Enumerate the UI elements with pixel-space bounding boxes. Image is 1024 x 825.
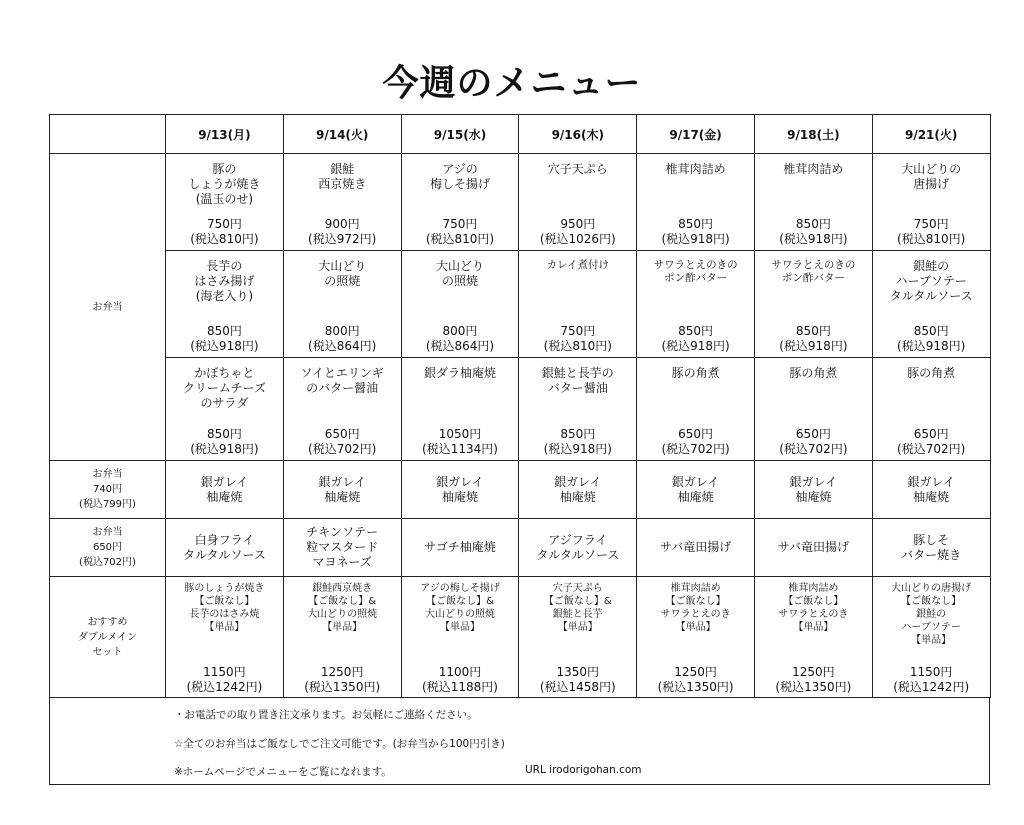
menu-cell (637, 519, 755, 577)
dish-price-tax: (税込702円) (661, 442, 730, 456)
dish-name-line: 長芋のはさみ焼 (189, 609, 260, 620)
dish-price: 800円 (324, 324, 360, 338)
bento-650-row (50, 519, 991, 577)
dish-name-line: 銀ガレイ (789, 474, 838, 489)
dish-name-line: 豚のしょうが焼き (184, 583, 265, 594)
row-category-label: お弁当 (50, 154, 166, 461)
notes-box (49, 698, 990, 785)
dish-name (771, 259, 855, 285)
dish-price: 650円 (678, 427, 714, 441)
dish-name-line: 【ご飯なし】 (194, 596, 255, 607)
dish-name-line: 【単品】 (439, 622, 480, 633)
dish-name-line: はさみ揚げ (194, 274, 255, 288)
date-header: 9/21(火) (872, 115, 990, 154)
date-header: 9/13(月) (166, 115, 284, 154)
dish-name-line: 椎茸肉詰め (670, 583, 721, 594)
dish-name (547, 259, 609, 272)
dish-name-line: (温玉のせ) (195, 192, 254, 206)
menu-cell (637, 251, 755, 358)
dish-price: 850円 (560, 427, 596, 441)
row-label-line: (税込702円) (79, 557, 136, 568)
dish-price-block (661, 217, 729, 247)
dish-name-line: のバター醤油 (306, 381, 379, 395)
dish-price: 1100円 (438, 665, 482, 679)
dish-name-line: 唐揚げ (913, 177, 950, 191)
dish-name-line: 柚庵焼 (559, 489, 596, 504)
dish-price-block (186, 665, 262, 695)
dish-price-tax: (税込810円) (425, 232, 495, 246)
dish-name-line: 白身フライ (194, 532, 255, 547)
dish-name-line: サゴチ柚庵焼 (424, 540, 496, 554)
dish-price: 850円 (795, 324, 831, 338)
dish-price: 1350円 (556, 665, 600, 679)
date-header: 9/16(木) (519, 115, 637, 154)
menu-cell (872, 461, 990, 519)
dish-price: 650円 (795, 427, 831, 441)
dish-name-line: の照焼 (324, 274, 361, 288)
dish-price-block (661, 324, 729, 354)
menu-cell (637, 358, 755, 461)
menu-cell (401, 154, 519, 251)
menu-cell (283, 358, 401, 461)
dish-name-line: ソイとエリンギ (300, 366, 384, 380)
menu-cell (754, 461, 872, 519)
row-category-label (50, 461, 166, 519)
row-label-line: セット (92, 646, 123, 658)
dish-name-line: 銀鮭西京焼き (312, 583, 373, 594)
dish-price-tax: (税込1242円) (893, 680, 970, 694)
dish-name-line: ポン酢バター (664, 272, 728, 284)
dish-name-line: 銀ガレイ (554, 474, 602, 489)
row-category-label (50, 519, 166, 577)
dish-price-block (190, 217, 258, 247)
dish-price-block (426, 324, 494, 354)
date-header: 9/18(土) (754, 115, 872, 154)
dish-name (188, 162, 260, 207)
dish-name-line: クリームチーズ (182, 381, 266, 395)
dish-name-line: 豚の角煮 (671, 366, 720, 380)
menu-cell (637, 154, 755, 251)
dish-price-block (426, 217, 494, 247)
bento-740-row (50, 461, 991, 519)
dish-price-tax: (税込918円) (190, 442, 259, 456)
dish-name-line: 銀ガレイ (907, 474, 955, 489)
dish-name-line: マヨネーズ (312, 555, 372, 569)
page-title: 今週のメニュー (382, 63, 642, 104)
dish-name-line: 【ご飯なし】 (665, 596, 726, 607)
row-label-line: 650円 (92, 542, 123, 553)
menu-cell (166, 577, 284, 698)
menu-table (49, 114, 991, 698)
dish-price-block (308, 427, 376, 457)
dish-name-line: カレイ煮付け (546, 259, 610, 271)
dish-price-tax: (税込1134円) (422, 442, 498, 456)
dish-name-line: 銀ダラ柚庵焼 (423, 366, 496, 380)
dish-name (548, 162, 608, 177)
dish-price-block (779, 324, 847, 354)
dish-name (183, 366, 266, 411)
dish-name-line: 銀鮭と長芋の (541, 366, 614, 380)
dish-price-tax: (税込918円) (779, 339, 848, 353)
menu-cell (166, 461, 284, 519)
dish-name-line: 西京焼き (318, 177, 367, 191)
menu-cell (872, 577, 990, 698)
note-homepage: ※ホームページでメニューをご覧になれます。 (174, 766, 392, 778)
dish-name (783, 162, 843, 177)
dish-name-line: 豚の (212, 162, 237, 176)
dish-name-line: 銀ガレイ (200, 474, 249, 489)
dish-price: 750円 (442, 217, 478, 231)
dish-name-line: 大山どりの (901, 162, 962, 176)
dish-price: 1250円 (792, 665, 835, 679)
dish-name-line: チキンソテー (306, 525, 379, 539)
row-label-line: (税込799円) (79, 499, 136, 510)
menu-cell (401, 358, 519, 461)
dish-name (420, 582, 500, 634)
dish-name-line: 豚の角煮 (907, 366, 956, 380)
corner-cell (50, 115, 166, 154)
dish-name-line: (海老入り) (195, 289, 254, 303)
menu-cell (519, 251, 637, 358)
dish-price: 850円 (206, 427, 242, 441)
dish-name-line: 椎茸肉詰め (783, 162, 844, 176)
dish-price: 1250円 (320, 665, 364, 679)
dish-name-line: サワラとえのきの (653, 259, 738, 271)
dish-price-tax: (税込1350円) (657, 680, 734, 694)
dish-price-block (308, 217, 376, 247)
dish-price: 850円 (678, 217, 714, 231)
menu-cell (166, 358, 284, 461)
dish-price-tax: (税込810円) (190, 232, 259, 246)
dish-price-block (308, 324, 376, 354)
dish-price: 750円 (913, 217, 949, 231)
dish-name-line: 【単品】 (793, 622, 834, 633)
date-header-row (50, 115, 991, 154)
dish-name-line: 穴子天ぷら (547, 162, 608, 176)
dish-name-line: ハーブソテー (895, 274, 967, 288)
dish-price-block (658, 665, 734, 695)
dish-name (890, 259, 973, 304)
dish-name-line: 長芋の (206, 259, 243, 273)
dish-name (672, 366, 720, 381)
dish-name-line: 大山どり (318, 259, 367, 273)
dish-name (542, 366, 614, 396)
menu-cell (166, 154, 284, 251)
dish-price-tax: (税込1188円) (422, 680, 498, 694)
menu-cell (519, 519, 637, 577)
menu-cell (754, 358, 872, 461)
dish-name-line: 【単品】 (557, 622, 598, 633)
bento-row (50, 154, 991, 251)
dish-price-tax: (税込918円) (897, 339, 966, 353)
dish-price-block (897, 324, 965, 354)
menu-cell (283, 577, 401, 698)
dish-price-block (190, 324, 258, 354)
dish-price-tax: (税込972円) (308, 232, 377, 246)
menu-cell (401, 577, 519, 698)
dish-name-line: サバ竜田揚げ (777, 540, 850, 554)
dish-name (318, 259, 366, 289)
row-label-line: お弁当 (92, 527, 123, 538)
dish-name-line: バター醤油 (547, 381, 608, 395)
dish-price: 850円 (913, 324, 949, 338)
menu-cell (283, 154, 401, 251)
row-label-line: 740円 (92, 484, 123, 495)
dish-name (901, 162, 961, 192)
dish-price-block (544, 427, 612, 457)
dish-name-line: 梅しそ揚げ (429, 177, 490, 191)
double-main-row (50, 577, 991, 698)
menu-cell (754, 577, 872, 698)
menu-cell (519, 154, 637, 251)
dish-price-tax: (税込702円) (897, 442, 966, 456)
dish-price: 850円 (795, 217, 831, 231)
dish-name-line: 【ご飯なし】 (901, 596, 962, 607)
menu-cell (637, 461, 755, 519)
dish-name-line: 銀鮭と長芋 (552, 609, 603, 620)
dish-name-line: 椎茸肉詰め (788, 583, 839, 594)
menu-cell (754, 251, 872, 358)
bento-row (50, 251, 991, 358)
dish-name-line: 【単品】 (322, 622, 363, 633)
dish-name (318, 162, 366, 192)
dish-name-line: 銀ガレイ (318, 474, 366, 489)
row-label-line: お弁当 (92, 469, 123, 480)
menu-cell (166, 251, 284, 358)
dish-price-tax: (税込810円) (543, 339, 612, 353)
dish-name-line: 【ご飯なし】& (543, 596, 612, 607)
menu-cell (283, 519, 401, 577)
dish-name-line: 柚庵焼 (795, 489, 832, 504)
dish-price-tax: (税込1458円) (539, 680, 616, 694)
dish-name-line: 【単品】 (675, 622, 716, 633)
dish-price-block (540, 665, 616, 695)
dish-name (891, 582, 971, 647)
dish-name-line: 【ご飯なし】 (783, 596, 844, 607)
dish-name-line: アジの梅しそ揚げ (420, 583, 500, 594)
dish-price: 950円 (560, 217, 596, 231)
menu-cell (754, 154, 872, 251)
row-label-line: ダブルメイン (77, 631, 138, 643)
menu-cell (401, 519, 519, 577)
row-category-label (50, 577, 166, 698)
dish-name-line: 大山どりの照焼 (307, 609, 378, 620)
dish-price-tax: (税込918円) (779, 232, 848, 246)
dish-name (184, 582, 264, 634)
dish-price-tax: (税込1242円) (186, 680, 263, 694)
dish-price-block (190, 427, 258, 457)
dish-name-line: バター焼き (901, 547, 962, 562)
dish-name (430, 162, 490, 192)
dish-price-block (893, 665, 969, 695)
menu-cell (519, 461, 637, 519)
dish-name-line: サバ竜田揚げ (659, 540, 732, 554)
dish-price: 1050円 (438, 427, 482, 441)
dish-price-block (775, 665, 851, 695)
dish-price-tax: (税込1350円) (775, 680, 852, 694)
dish-price-block (304, 665, 380, 695)
menu-cell (872, 154, 990, 251)
dish-name-line: の照焼 (441, 274, 478, 288)
dish-name-line: 柚庵焼 (913, 489, 950, 504)
dish-name-line: 【ご飯なし】& (426, 596, 494, 607)
menu-cell (637, 577, 755, 698)
dish-name (661, 582, 731, 634)
dish-name (789, 366, 837, 381)
dish-price: 850円 (206, 324, 242, 338)
dish-name (654, 259, 738, 285)
dish-price: 1150円 (203, 665, 246, 679)
dish-price-block (544, 324, 612, 354)
note-phone-order: ・お電話での取り置き注文承ります。お気軽にご連絡ください。 (174, 709, 478, 721)
dish-price: 850円 (678, 324, 714, 338)
dish-name-line: 柚庵焼 (324, 489, 361, 504)
dish-price: 1250円 (674, 665, 717, 679)
dish-price: 650円 (913, 427, 949, 441)
menu-cell (754, 519, 872, 577)
menu-cell (872, 519, 990, 577)
dish-name (544, 582, 612, 634)
dish-price-tax: (税込918円) (190, 339, 259, 353)
dish-name-line: のサラダ (200, 396, 249, 410)
dish-price-tax: (税込1350円) (304, 680, 381, 694)
menu-cell (519, 358, 637, 461)
dish-price-tax: (税込1026円) (539, 232, 616, 246)
dish-name-line: 大山どりの唐揚げ (891, 583, 972, 594)
dish-name-line: 大山どりの照焼 (424, 609, 495, 620)
dish-price-block (661, 427, 729, 457)
dish-name-line: 粒マスタード (306, 540, 379, 554)
dish-price-tax: (税込702円) (779, 442, 848, 456)
date-header: 9/17(金) (637, 115, 755, 154)
dish-price-block (897, 427, 965, 457)
dish-price-block (422, 665, 498, 695)
dish-name-line: 穴子天ぷら (552, 583, 603, 594)
dish-name (300, 366, 383, 396)
dish-price-tax: (税込918円) (661, 232, 730, 246)
website-url[interactable]: URL irodorigohan.com (525, 764, 642, 776)
dish-price-tax: (税込864円) (308, 339, 377, 353)
dish-price-tax: (税込918円) (543, 442, 612, 456)
dish-name-line: 柚庵焼 (677, 489, 714, 504)
menu-cell (401, 251, 519, 358)
dish-name-line: ハーブソテー (901, 622, 961, 633)
dish-name-line: 大山どり (435, 259, 484, 273)
dish-price-block (422, 427, 498, 457)
dish-name (436, 259, 484, 289)
dish-name (194, 259, 254, 304)
menu-cell (872, 358, 990, 461)
dish-name-line: 【ご飯なし】& (308, 596, 377, 607)
dish-name-line: 銀鮭 (330, 162, 355, 176)
dish-price-block (897, 217, 965, 247)
dish-name-line: 豚しそ (913, 532, 950, 547)
dish-price: 650円 (324, 427, 360, 441)
menu-cell (519, 577, 637, 698)
dish-name-line: サワラとえのき (778, 609, 849, 620)
dish-name-line: しょうが焼き (188, 177, 261, 191)
dish-name-line: 銀鮭の (913, 259, 950, 273)
date-header: 9/15(水) (401, 115, 519, 154)
dish-price-tax: (税込864円) (425, 339, 495, 353)
note-no-rice: ☆全てのお弁当はご飯なしでご注文可能です。(お弁当から100円引き) (174, 738, 505, 750)
dish-name (307, 582, 377, 634)
dish-price: 750円 (206, 217, 242, 231)
dish-name (778, 582, 848, 634)
dish-name-line: 柚庵焼 (206, 489, 243, 504)
dish-name-line: 椎茸肉詰め (665, 162, 726, 176)
dish-name-line: 銀ガレイ (671, 474, 720, 489)
dish-name (666, 162, 726, 177)
dish-price: 750円 (560, 324, 596, 338)
bento-row (50, 358, 991, 461)
dish-name (424, 366, 496, 381)
row-label-line: おすすめ (87, 616, 128, 628)
dish-name-line: サワラとえのきの (771, 259, 856, 271)
menu-cell (283, 461, 401, 519)
menu-cell (401, 461, 519, 519)
dish-name-line: タルタルソース (536, 547, 620, 562)
dish-price: 1150円 (909, 665, 953, 679)
dish-name-line: ポン酢バター (781, 272, 845, 284)
dish-price: 900円 (324, 217, 360, 231)
dish-name-line: 【単品】 (204, 622, 245, 633)
dish-price-block (779, 217, 847, 247)
dish-name-line: アジの (442, 162, 478, 176)
dish-price-tax: (税込810円) (897, 232, 966, 246)
dish-price-block (540, 217, 616, 247)
dish-name-line: 銀鮭の (916, 609, 947, 620)
dish-name-line: タルタルソース (182, 547, 266, 562)
dish-name-line: 柚庵焼 (441, 489, 478, 504)
dish-name-line: アジフライ (548, 532, 608, 547)
dish-name-line: サワラとえのき (660, 609, 731, 620)
dish-name-line: 銀ガレイ (436, 474, 484, 489)
menu-cell (166, 519, 284, 577)
dish-name-line: かぼちゃと (194, 366, 255, 380)
dish-price: 800円 (442, 324, 478, 338)
dish-name-line: タルタルソース (889, 289, 973, 303)
dish-name (907, 366, 955, 381)
menu-cell (872, 251, 990, 358)
dish-price-tax: (税込918円) (661, 339, 730, 353)
dish-price-block (779, 427, 847, 457)
date-header: 9/14(火) (283, 115, 401, 154)
dish-price-tax: (税込702円) (308, 442, 377, 456)
menu-cell (283, 251, 401, 358)
dish-name-line: 【単品】 (911, 635, 952, 646)
dish-name-line: 豚の角煮 (789, 366, 838, 380)
